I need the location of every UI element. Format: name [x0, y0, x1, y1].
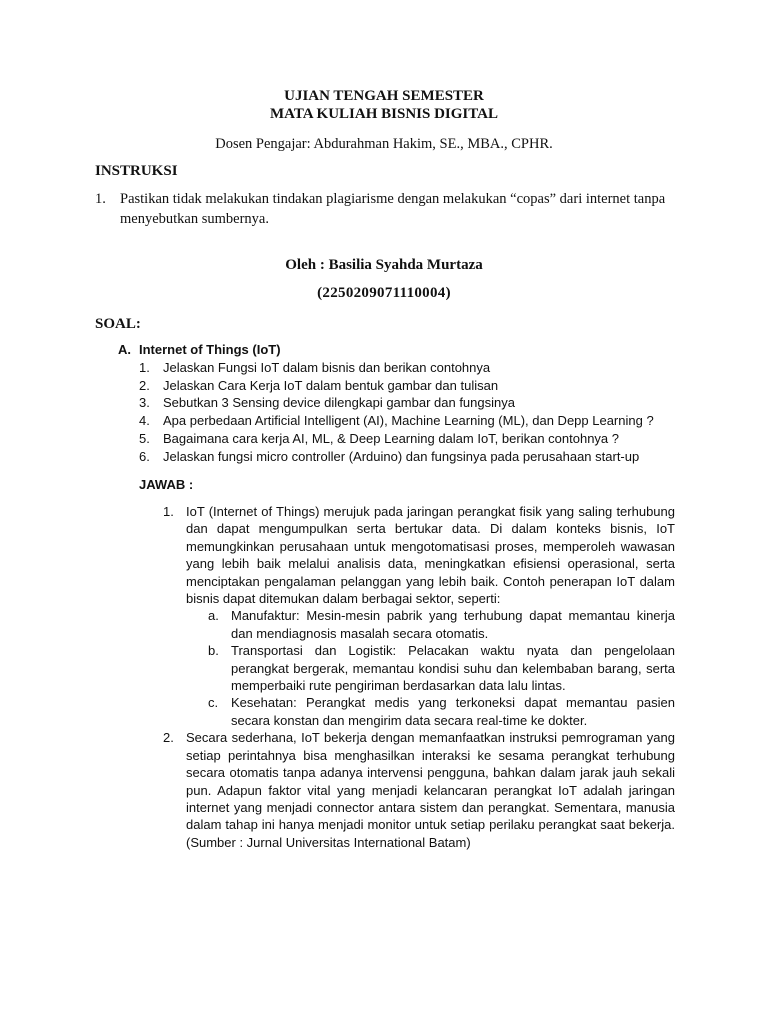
sub-item-text: Transportasi dan Logistik: Pelacakan waktu nyata dan pengelolaan perangkat bergerak, memantau kondisi suhu dan kelembaban barang, serta memperbaiki rute pengiriman berdasarkan data lalu lintas. — [231, 643, 675, 694]
instructions-heading: INSTRUKSI — [95, 163, 178, 179]
instruction-item — [95, 189, 680, 229]
soal-heading: SOAL: — [95, 316, 141, 332]
answer-item — [163, 729, 675, 851]
answer-sub-item — [208, 607, 675, 642]
sub-item-letter: a. — [208, 608, 219, 624]
sub-item-letter: b. — [208, 643, 219, 659]
answer-number: 2. — [163, 730, 174, 746]
answer-item — [163, 503, 675, 607]
question-text: Jelaskan Fungsi IoT dalam bisnis dan berikan contohnya — [163, 360, 491, 375]
student-id: (2250209071110004) — [317, 285, 451, 301]
instruction-number: 1. — [95, 191, 106, 207]
question-item — [139, 448, 699, 466]
question-item — [139, 394, 699, 412]
question-item — [139, 377, 699, 395]
question-item — [139, 430, 699, 448]
answer-sub-item — [208, 642, 675, 694]
question-number: 6. — [139, 448, 150, 464]
question-number: 1. — [139, 360, 150, 375]
question-number: 3. — [139, 395, 150, 411]
question-list — [139, 359, 699, 465]
section-title-text: Internet of Things (IoT) — [139, 342, 281, 357]
question-text: Jelaskan fungsi micro controller (Arduino) dan fungsinya pada perusahaan start-up — [163, 448, 640, 464]
instruction-text: Pastikan tidak melakukan tindakan plagiarisme dengan melakukan “copas” dari internet tanpa menyebutkan sumbernya. — [120, 191, 666, 227]
answer-text: Secara sederhana, IoT bekerja dengan memanfaatkan instruksi pemrograman yang setiap perintahnya bisa menghasilkan interaksi ke sesama perangkat terhubung secara otomatis tanpa adanya intervensi pengguna, bahkan dalam jarak jauh sekali pun. Adapun faktor vital yang menjadi kelancaran perangkat IoT adalah jaringan internet yang menjadi connector antara sistem dan perangkat. Sementara, manusia dalam tahap ini hanya menjadi monitor untuk setiap perilaku perangkat saat bekerja. (Sumber : Jurnal Universitas International Batam) — [186, 730, 675, 850]
exam-title: UJIAN TENGAH SEMESTER — [284, 88, 484, 104]
question-text: Jelaskan Cara Kerja IoT dalam bentuk gambar dan tulisan — [163, 377, 499, 393]
sub-item-text: Kesehatan: Perangkat medis yang terkoneksi dapat memantau pasien secara konstan dan mengirim data secara real-time ke dokter. — [231, 695, 675, 728]
lecturer-line: Dosen Pengajar: Abdurahman Hakim, SE., MBA., CPHR. — [215, 136, 553, 152]
question-number: 4. — [139, 413, 150, 429]
question-text: Apa perbedaan Artificial Intelligent (AI), Machine Learning (ML), dan Depp Learning ? — [163, 413, 654, 429]
question-text: Sebutkan 3 Sensing device dilengkapi gambar dan fungsinya — [163, 395, 515, 411]
question-number: 2. — [139, 377, 150, 393]
sub-item-text: Manufaktur: Mesin-mesin pabrik yang terhubung dapat memantau kinerja dan mendiagnosis masalah secara otomatis. — [231, 608, 675, 641]
course-title: MATA KULIAH BISNIS DIGITAL — [270, 106, 498, 122]
answer-number: 1. — [163, 504, 174, 519]
sub-item-letter: c. — [208, 695, 219, 711]
question-item — [139, 412, 699, 430]
question-text: Bagaimana cara kerja AI, ML, & Deep Learning dalam IoT, berikan contohnya ? — [163, 430, 619, 446]
answer-text: IoT (Internet of Things) merujuk pada jaringan perangkat fisik yang saling terhubung dan dapat mengumpulkan serta bertukar data. Di dalam konteks bisnis, IoT memungkinkan perusahaan untuk mengotomatisasi proses, memperoleh wawasan yang lebih baik melalui analisis data, meningkatkan efisiensi operasional, serta menciptakan pengalaman pelanggan yang lebih baik. Contoh penerapan IoT dalam bisnis dapat ditemukan dalam berbagai sektor, seperti: — [186, 504, 675, 607]
answers-block — [163, 503, 675, 851]
question-number: 5. — [139, 430, 150, 446]
answer-sub-item — [208, 694, 675, 729]
jawab-heading: JAWAB : — [139, 477, 194, 492]
author-name: Oleh : Basilia Syahda Murtaza — [285, 257, 483, 273]
section-letter: A. — [118, 342, 131, 357]
section-a-title — [118, 342, 281, 357]
question-item — [139, 359, 699, 377]
